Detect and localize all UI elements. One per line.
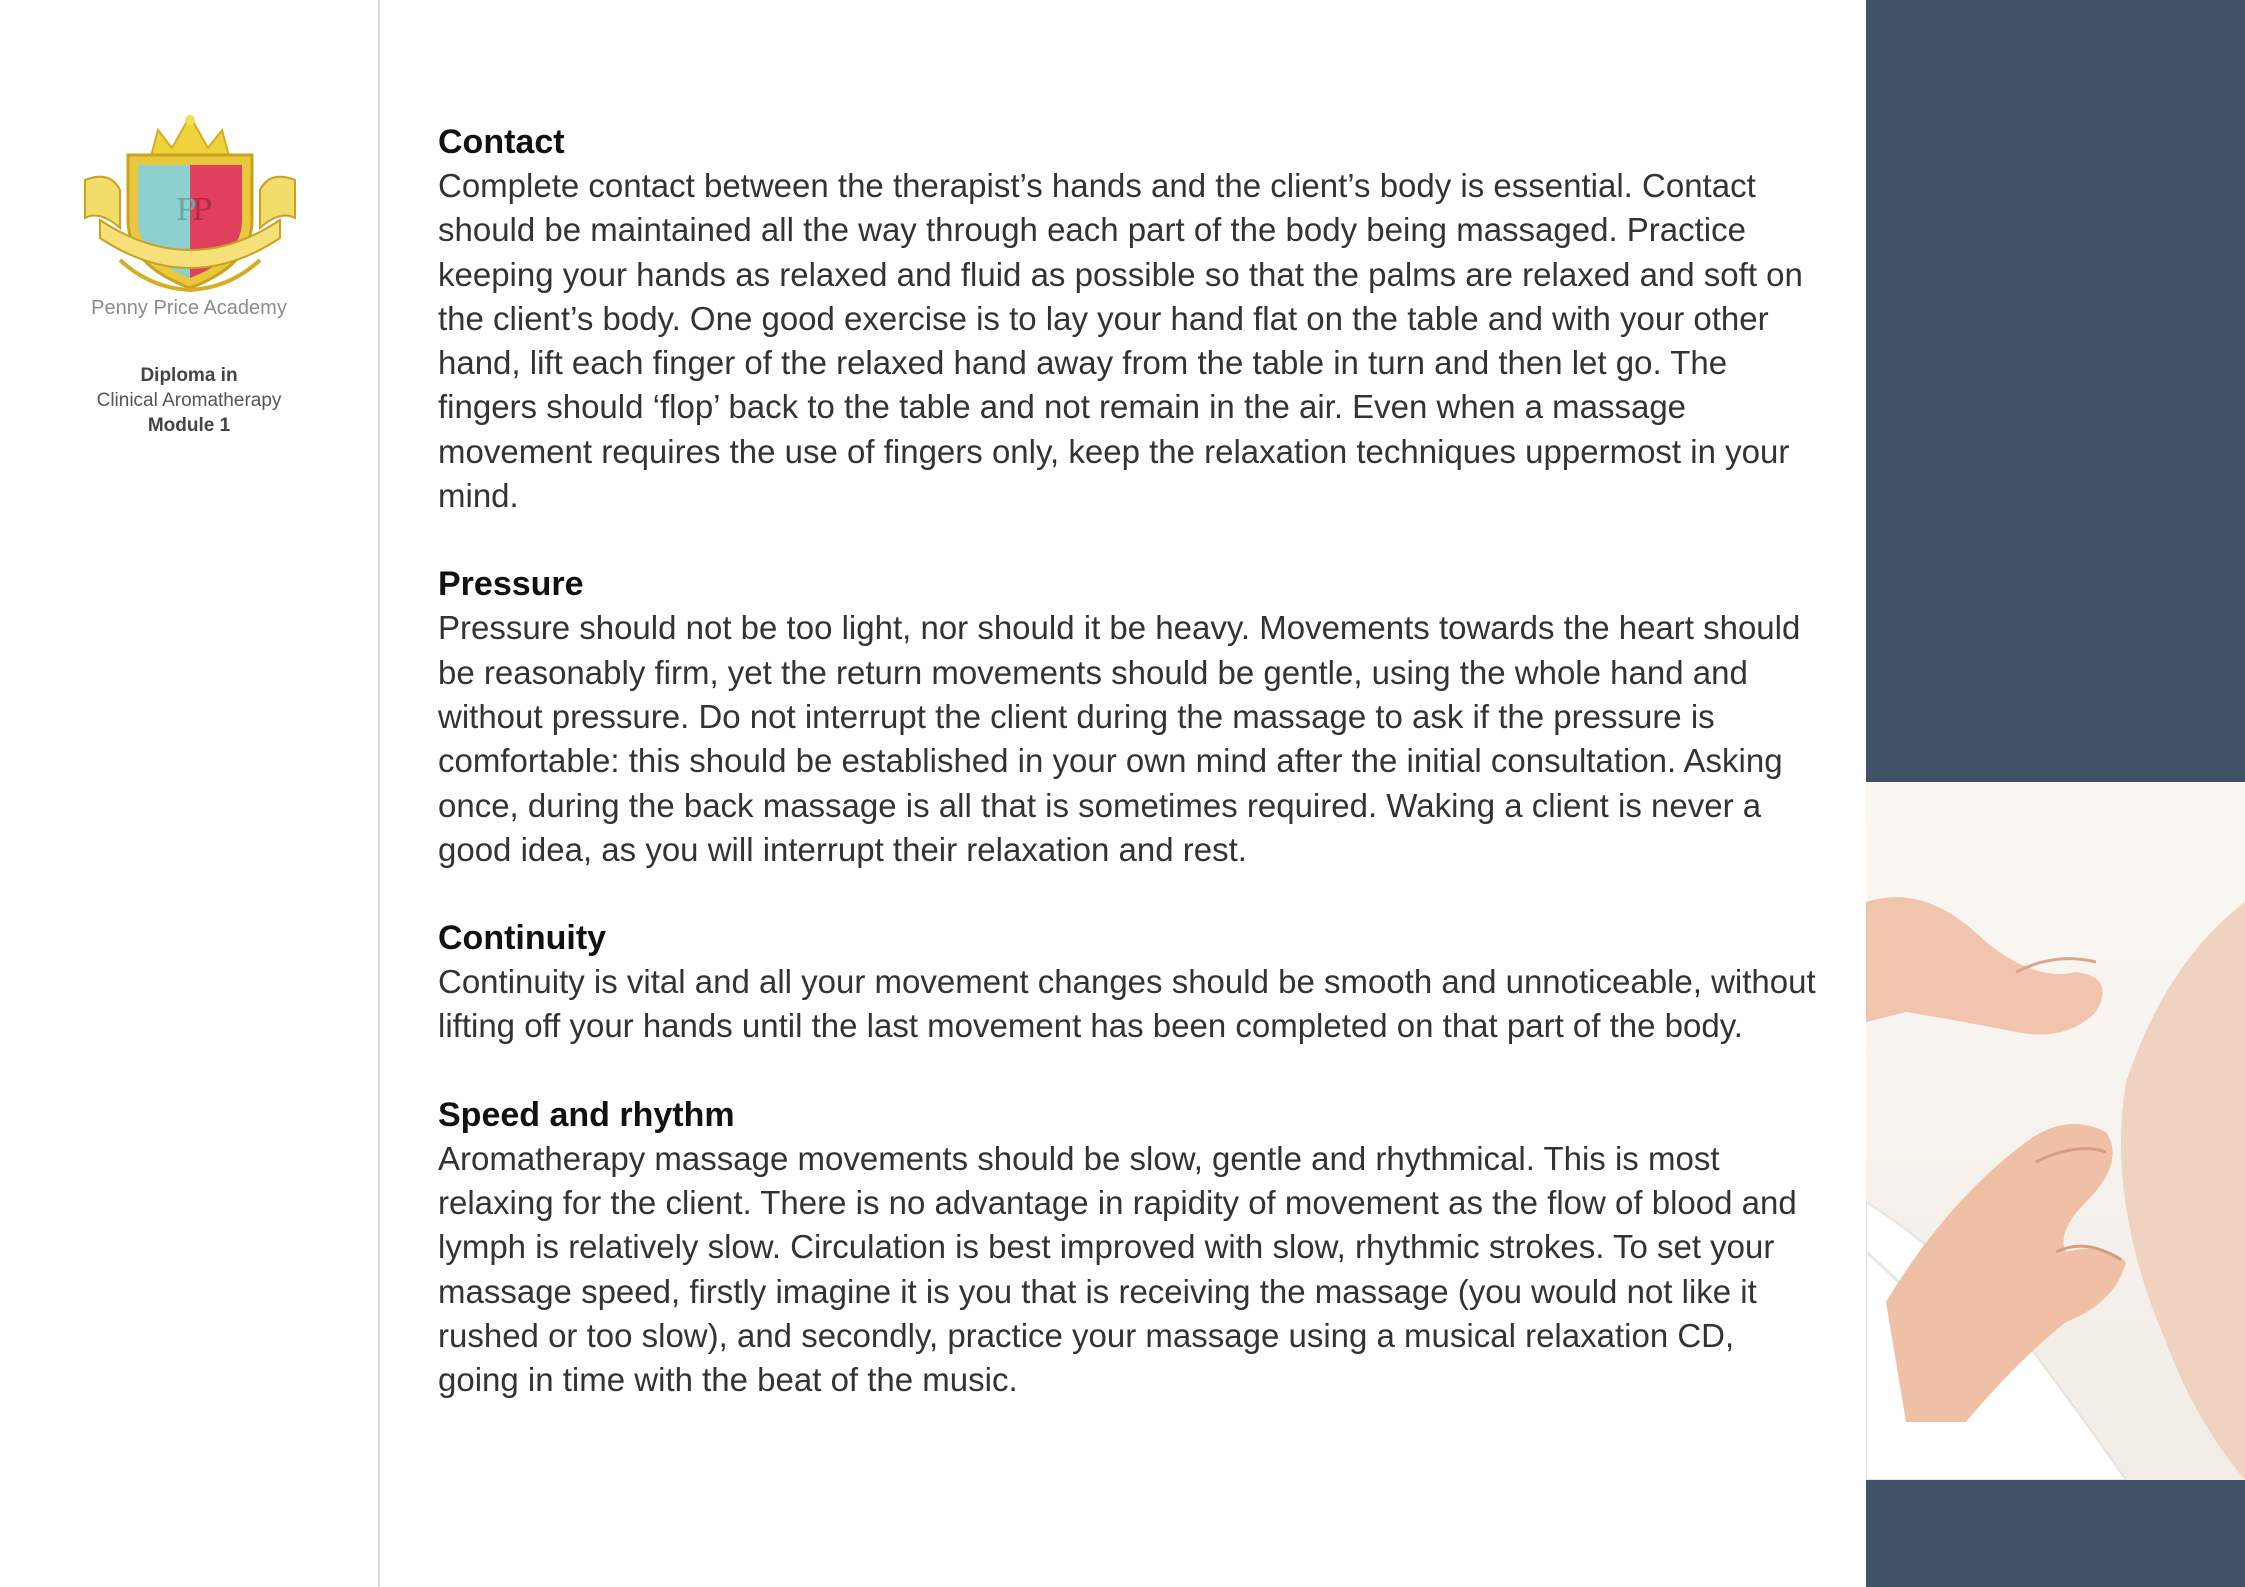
sidebar xyxy=(0,0,378,1587)
academy-crest-logo xyxy=(80,110,300,295)
section-continuity xyxy=(438,916,1816,1049)
main-content xyxy=(438,120,1816,1447)
sidebar-divider xyxy=(378,0,380,1587)
section-body: Aromatherapy massage movements should be slow, gentle and rhythmical. This is most relaxing for the client. There is no advantage in rapidity of movement as the flow of blood and lymph is relatively slow. Circulation is best improved with slow, rhythmic strokes. To set your massage speed, firstly imagine it is you that is receiving the massage (you would not like it rushed or too slow), and secondly, practice your massage using a musical relaxation CD, going in time with the beat of the music. xyxy=(438,1139,1797,1399)
section-body: Complete contact between the therapist’s hands and the client’s body is essential. Contact should be maintained all the way through each part of the body being massaged. Practice keeping your hands as relaxed and fluid as possible so that the palms are relaxed and soft on the client’s body. One good exercise is to lay your hand flat on the table and with your other hand, lift each finger of the relaxed hand away from the table in turn and then let go. The fingers should ‘flop’ back to the table and not remain in the air. Even when a massage movement requires the use of fingers only, keep the relaxation techniques uppermost in your mind. xyxy=(438,167,1803,515)
section-body: Continuity is vital and all your movement changes should be smooth and unnoticeable, without lifting off your hands until the last movement has been completed on that part of the body. xyxy=(438,963,1816,1045)
section-contact xyxy=(438,120,1816,518)
section-heading: Contact xyxy=(438,123,565,161)
section-heading: Speed and rhythm xyxy=(438,1095,735,1134)
svg-text:P: P xyxy=(176,193,197,228)
section-speed-rhythm xyxy=(438,1093,1816,1403)
section-heading: Continuity xyxy=(438,919,607,958)
section-pressure xyxy=(438,562,1816,872)
academy-name: Penny Price Academy xyxy=(91,297,287,319)
course-title xyxy=(0,363,378,438)
svg-text:P: P xyxy=(192,193,213,228)
course-line-1: Diploma in xyxy=(140,365,238,386)
section-body: Pressure should not be too light, nor should it be heavy. Movements towards the heart should be reasonably firm, yet the return movements should be gentle, using the whole hand and without pressure. Do not interrupt the client during the massage to ask if the pressure is comfortable: this should be established in your own mind after the initial consultation. Asking once, during the back massage is all that is sometimes required. Waking a client is never a good idea, as you will interrupt their relaxation and rest. xyxy=(438,609,1801,868)
massage-hands-image xyxy=(1866,782,2245,1480)
module-label: Module 1 xyxy=(147,415,231,436)
section-heading: Pressure xyxy=(438,565,584,604)
course-line-2: Clinical Aromatherapy xyxy=(96,390,282,411)
massage-photo xyxy=(1866,782,2245,1480)
